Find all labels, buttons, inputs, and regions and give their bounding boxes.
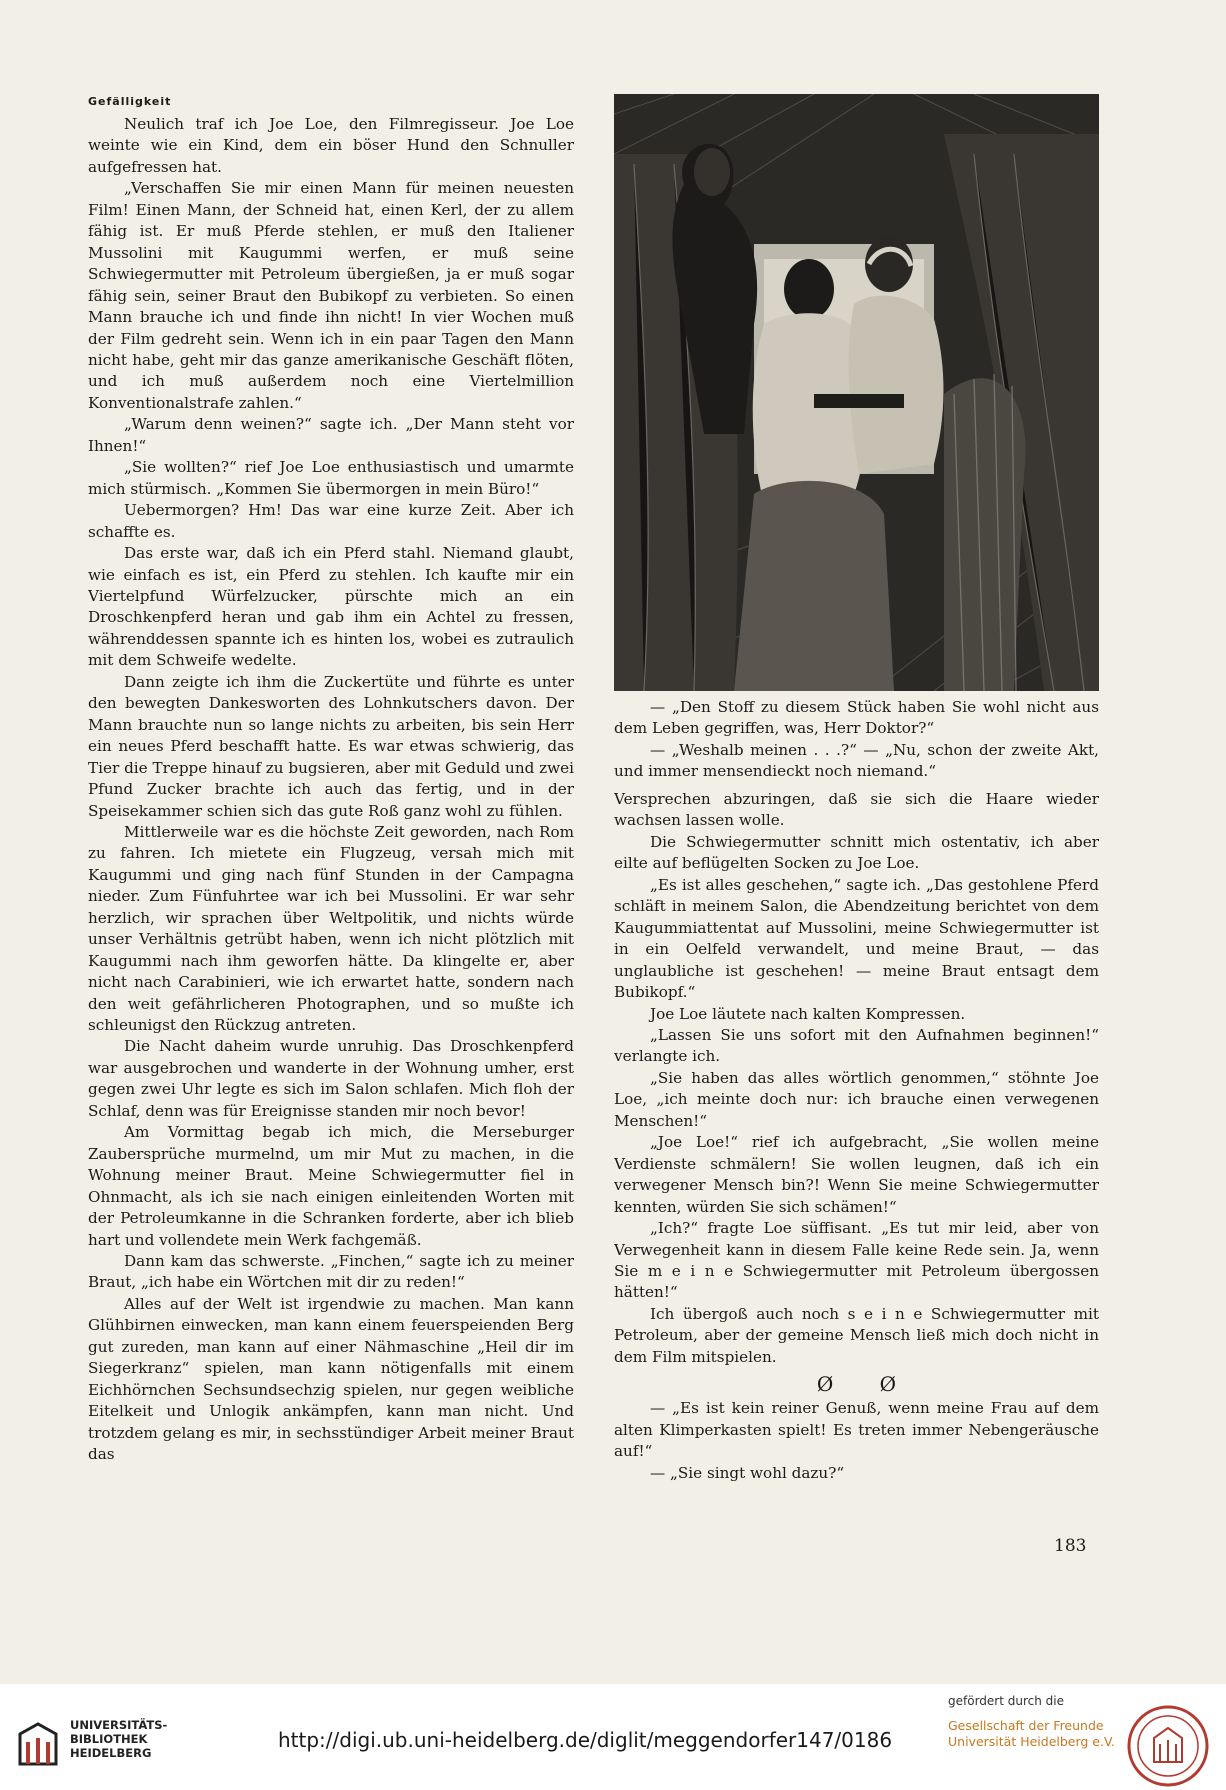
sponsor-name-line: Universität Heidelberg e.V. <box>948 1734 1115 1749</box>
permalink-url[interactable]: http://digi.ub.uni-heidelberg.de/diglit/meggendorfer147/0186 <box>278 1728 893 1752</box>
caption-line: — „Weshalb meinen . . .?“ — „Nu, schon der zweite Akt, und immer mensendieckt noch niemand.“ <box>614 740 1099 781</box>
sponsor-label: gefördert durch die <box>948 1694 1064 1708</box>
sponsor-name <box>948 1718 1115 1750</box>
paragraph: „Joe Loe!“ rief ich aufgebracht, „Sie wollen meine Verdienste schmälern! Sie wollen leugnen, daß ich ein verwegener Mensch bin?! Wenn Sie meine Schwiegermutter kennten, würden Sie sich schämen!“ <box>614 1133 1099 1216</box>
paragraph: „Sie haben das alles wörtlich genommen,“ stöhnte Joe Loe, „ich meinte doch nur: ich brauche einen verwegenen Menschen!“ <box>614 1068 1099 1130</box>
paragraph: Versprechen abzuringen, daß sie sich die Haare wieder wachsen lassen wolle. <box>614 790 1099 830</box>
university-seal-icon <box>1126 1704 1210 1788</box>
paragraph: „Warum denn weinen?“ sagte ich. „Der Mann steht vor Ihnen!“ <box>88 415 574 455</box>
paragraph: Dann zeigte ich ihm die Zuckertüte und führte es unter den bewegten Dankesworten des Lohnkutschers davon. Der Mann brauchte nun so lange nichts zu arbeiten, bis sein Herr ein neues Pferd beschafft hatte. Es war etwas schwierig, das Tier die Treppe hinauf zu bugsieren, aber mit Geduld und zwei Pfund Zucker brachte ich auch das fertig, und in der Speisekammer schien sich das gute Roß ganz wohl zu fühlen. <box>88 672 574 820</box>
caption-line: — „Den Stoff zu diesem Stück haben Sie wohl nicht aus dem Leben gegriffen, was, Herr Doktor?“ <box>614 698 1099 738</box>
paragraph: Die Nacht daheim wurde unruhig. Das Droschkenpferd war ausgebrochen und wanderte in der Wohnung umher, erst gegen zwei Uhr legte es sich im Salon schlafen. Mich floh der Schlaf, denn was für Ereignisse standen mir noch bevor! <box>88 1037 574 1120</box>
paragraph: Joe Loe läutete nach kalten Kompressen. <box>650 1004 966 1023</box>
paragraph: Alles auf der Welt ist irgendwie zu machen. Man kann Glühbirnen einwecken, man kann einem feuerspeienden Berg gut zureden, man kann auf einer Nähmaschine „Heil dir im Siegerkranz“ spielen, man kann nötigenfalls mit einem Eichhörnchen Sechsundsechzig spielen, nur gegen weibliche Eitelkeit und Unlogik ankämpfen, kann man nicht. Und trotzdem gelang es mir, in sechsstündiger Arbeit meiner Braut das <box>88 1294 574 1464</box>
paragraph: Mittlerweile war es die höchste Zeit geworden, nach Rom zu fahren. Ich mietete ein Flugzeug, versah mich mit Kaugummi und ging nach fünf Stunden in der Campagna nieder. Zum Fünfuhrtee war ich bei Mussolini. Er war sehr herzlich, wir sprachen über Weltpolitik, und nichts würde unser Verhältnis getrübt haben, wenn ich nicht plötzlich mit Kaugummi nach ihm geworfen hätte. Da klingelte er, aber nicht nach Carabinieri, wie ich erwartet hatte, sondern nach den weit gefährlicheren Photographen, und so mußte ich schleunigst den Rückzug antreten. <box>88 822 574 1035</box>
paragraph: Die Schwiegermutter schnitt mich ostentativ, ich aber eilte auf beflügelten Socken zu Joe Loe. <box>614 832 1099 873</box>
illustration-svg <box>614 94 1099 691</box>
paragraph: Am Vormittag begab ich mich, die Merseburger Zaubersprüche murmelnd, um mir Mut zu machen, in die Wohnung meiner Braut. Meine Schwiegermutter fiel in Ohnmacht, als ich sie nach einigen einleitenden Worten mit der Petroleumkanne in die Schranken forderte, aber ich blieb hart und vollendete mein Werk fachgemäß. <box>88 1123 574 1249</box>
illustration-caption <box>614 697 1099 783</box>
paragraph: Ich übergoß auch noch s e i n e Schwiegermutter mit Petroleum, aber der gemeine Mensch ließ mich doch nicht in dem Film mitspielen. <box>614 1304 1099 1366</box>
digitization-footer <box>0 1684 1226 1790</box>
section-separator: Ø Ø <box>816 1372 897 1397</box>
paragraph: „Lassen Sie uns sofort mit den Aufnahmen beginnen!“ verlangte ich. <box>614 1025 1099 1066</box>
paragraph: — „Es ist kein reiner Genuß, wenn meine Frau auf dem alten Klimperkasten spielt! Es treten immer Nebengeräusche auf!“ <box>614 1399 1099 1461</box>
paragraph: — „Sie singt wohl dazu?“ <box>650 1463 845 1482</box>
left-column <box>88 114 574 1564</box>
paragraph: „Verschaffen Sie mir einen Mann für meinen neuesten Film! Einen Mann, der Schneid hat, einen Kerl, der zu allem fähig ist. Er muß Pferde stehlen, er muß den Italiener Mussolini mit Kaugummi werfen, er muß seine Schwiegermutter mit Petroleum übergießen, ja er muß sogar fähig sein, seiner Braut den Bubikopf zu verbieten. So einen Mann brauche ich und finde ihn nicht! In vier Wochen muß der Film gedreht sein. Wenn ich in ein paar Tagen den Mann nicht habe, geht mir das ganze amerikanische Geschäft flöten, und ich muß außerdem noch eine Viertelmillion Konventionalstrafe zahlen.“ <box>88 179 574 412</box>
paragraph: Neulich traf ich Joe Loe, den Filmregisseur. Joe Loe weinte wie ein Kind, dem ein böser Hund den Schnuller aufgefressen hat. <box>88 115 574 176</box>
paragraph: Dann kam das schwerste. „Finchen,“ sagte ich zu meiner Braut, „ich habe ein Wörtchen mit dir zu reden!“ <box>88 1252 574 1292</box>
paragraph: Uebermorgen? Hm! Das war eine kurze Zeit. Aber ich schaffte es. <box>88 501 574 541</box>
library-name-line: UNIVERSITÄTS- <box>70 1718 168 1732</box>
library-name-line: BIBLIOTHEK <box>70 1732 148 1746</box>
paragraph: Das erste war, daß ich ein Pferd stahl. Niemand glaubt, wie einfach es ist, ein Pferd zu stehlen. Ich kaufte mir ein Viertelpfund Würfelzucker, pürschte mich an ein Droschkenpferd heran und gab ihm ein Achtel zu fressen, währenddessen spannte ich es hinten los, wobei es zutraulich mit dem Schweife wedelte. <box>88 544 574 670</box>
illustration-drawing <box>614 94 1099 691</box>
page-number: 183 <box>1054 1536 1087 1556</box>
sponsor-name-line: Gesellschaft der Freunde <box>948 1718 1104 1733</box>
right-column <box>614 789 1099 1549</box>
section-heading: Gefälligkeit <box>88 95 172 108</box>
paragraph: „Es ist alles geschehen,“ sagte ich. „Das gestohlene Pferd schläft in meinem Salon, die Abendzeitung berichtet von dem Kaugummiattentat auf Mussolini, meine Schwiegermutter ist in ein Oelfeld verwandelt, und meine Braut, — das unglaubliche ist geschehen! — meine Braut entsagt dem Bubikopf.“ <box>614 875 1099 1002</box>
library-name-line: HEIDELBERG <box>70 1746 152 1760</box>
paragraph: „Ich?“ fragte Loe süffisant. „Es tut mir leid, aber von Verwegenheit kann in diesem Falle keine Rede sein. Ja, wenn Sie m e i n e Schwiegermutter mit Petroleum übergossen hätten!“ <box>614 1219 1099 1302</box>
university-library-logo-icon <box>16 1720 60 1768</box>
library-name <box>70 1718 167 1760</box>
paragraph: „Sie wollten?“ rief Joe Loe enthusiastisch und umarmte mich stürmisch. „Kommen Sie übermorgen in mein Büro!“ <box>88 458 574 498</box>
